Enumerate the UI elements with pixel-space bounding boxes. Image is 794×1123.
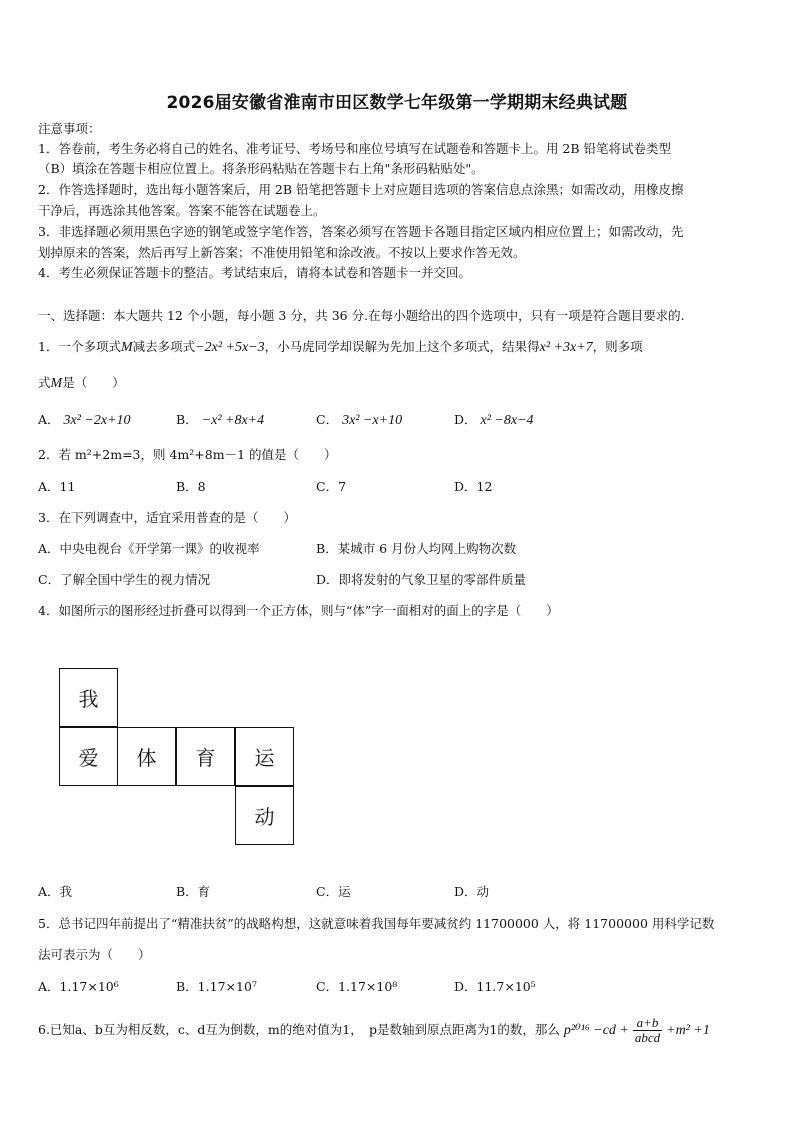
option-value: 3x² −2x+10 (63, 413, 131, 428)
notice-item: 划掉原来的答案，然后再写上新答案；不准使用铅笔和涂改液。不按以上要求作答无效。 (38, 245, 526, 260)
q3-option-a: A．中央电视台《开学第一课》的收视率 (38, 541, 260, 556)
notice-item: 2．作答选择题时，选出每小题答案后，用 2B 铅笔把答题卡上对应题目选项的答案信息点涂黑；如需改动，用橡皮擦 (38, 182, 684, 197)
q6-fraction (633, 1016, 662, 1045)
q1-mid: 减去多项式 (132, 339, 196, 354)
notice-item: （B）填涂在答题卡相应位置上。将条形码粘贴在答题卡右上角"条形码粘贴处"。 (38, 161, 484, 176)
option-letter: D． (454, 412, 477, 427)
option-letter: A． (38, 412, 60, 427)
q5-option-a: A．1.17×10⁶ (38, 979, 119, 994)
notice-item: 4．考生必须保证答题卡的整洁。考试结束后，请将本试卷和答题卡一并交回。 (38, 265, 471, 280)
q6-frac-den: abcd (634, 1030, 661, 1045)
q4-option-d: D．动 (454, 884, 490, 899)
q1-var-2: M (50, 376, 63, 391)
q1-line2b: 是（ ） (62, 375, 125, 390)
q1-line2a: 式 (38, 375, 51, 390)
q4-option-c: C．运 (316, 884, 351, 899)
question-3-stem: 3．在下列调查中，适宜采用普查的是（ ） (38, 510, 296, 525)
option-value: 3x² −x+10 (342, 413, 403, 428)
q3-option-c: C．了解全国中学生的视力情况 (38, 572, 211, 587)
cube-face: 育 (176, 727, 235, 786)
question-5-stem: 5．总书记四年前提出了“精准扶贫”的战略构想，这就意味着我国每年要减贫约 11700000 人，将 11700000 用科学记数 (38, 916, 715, 931)
q4-option-a: A．我 (38, 884, 73, 899)
q1-option-a (38, 412, 131, 429)
option-value: −x² +8x+4 (201, 413, 265, 428)
q6-text: 6.已知a、b互为相反数，c、d互为倒数，m的绝对值为1， p是数轴到原点距离为1的数，那么 (38, 1022, 560, 1037)
q6-expr-a: p²⁰¹⁶ −cd + (563, 1023, 629, 1038)
q1-poly1: −2x² +5x−3 (195, 340, 265, 355)
question-4-stem: 4．如图所示的图形经过折叠可以得到一个正方体，则与“体”字一面相对的面上的字是（ ） (38, 603, 559, 618)
option-letter: B． (176, 412, 198, 427)
cube-face: 爱 (59, 727, 118, 786)
cube-face: 动 (235, 786, 294, 845)
q5-option-b: B．1.17×10⁷ (176, 979, 257, 994)
q1-suffix: ，则多项 (592, 339, 643, 354)
q5-option-d: D．11.7×10⁵ (454, 979, 536, 994)
notice-item: 3．非选择题必须用黑色字迹的钢笔或签字笔作答，答案必须写在答题卡各题目指定区域内相应位置上；如需改动，先 (38, 224, 684, 239)
q1-mid2: ，小马虎同学却误解为先加上这个多项式，结果得 (264, 339, 540, 354)
question-2-stem: 2．若 m²+2m=3，则 4m²+8m－1 的值是（ ） (38, 447, 337, 462)
question-6-stem (38, 1016, 710, 1045)
question-5-stem-line2: 法可表示为（ ） (38, 947, 151, 962)
q2-option-c: C．7 (316, 479, 347, 494)
q5-option-c: C．1.17×10⁸ (316, 979, 398, 994)
notice-heading: 注意事项： (38, 121, 101, 136)
q1-var: M (120, 340, 133, 355)
q1-poly2: x² +3x+7 (539, 340, 593, 355)
q1-prefix: 1．一个多项式 (38, 339, 121, 354)
question-1-stem (38, 339, 643, 356)
page-title: 2026届安徽省淮南市田区数学七年级第一学期期末经典试题 (166, 93, 628, 113)
q6-expr-b: +m² +1 (666, 1023, 710, 1038)
notice-item: 1．答卷前，考生务必将自己的姓名、准考证号、考场号和座位号填写在试题卷和答题卡上。用 2B 铅笔将试卷类型 (38, 141, 672, 156)
option-value: x² −8x−4 (480, 413, 534, 428)
question-1-stem-line2 (38, 375, 125, 392)
q6-frac-num: a+b (633, 1016, 662, 1031)
cube-face: 我 (59, 668, 118, 727)
q2-option-a: A．11 (38, 479, 76, 494)
notice-item: 干净后，再选涂其他答案。答案不能答在试题卷上。 (38, 203, 326, 218)
q4-option-b: B．育 (176, 884, 211, 899)
section-heading: 一、选择题：本大题共 12 个小题，每小题 3 分，共 36 分.在每小题给出的四个选项中，只有一项是符合题目要求的. (38, 308, 685, 323)
q3-option-d: D．即将发射的气象卫星的零部件质量 (316, 572, 527, 587)
option-letter: C． (316, 412, 339, 427)
q2-option-d: D．12 (454, 479, 493, 494)
q1-option-c (316, 412, 402, 429)
q1-option-d (454, 412, 534, 429)
q3-option-b: B．某城市 6 月份人均网上购物次数 (316, 541, 517, 556)
cube-face: 运 (235, 727, 294, 786)
q2-option-b: B．8 (176, 479, 206, 494)
q1-option-b (176, 412, 264, 429)
cube-face: 体 (117, 727, 176, 786)
